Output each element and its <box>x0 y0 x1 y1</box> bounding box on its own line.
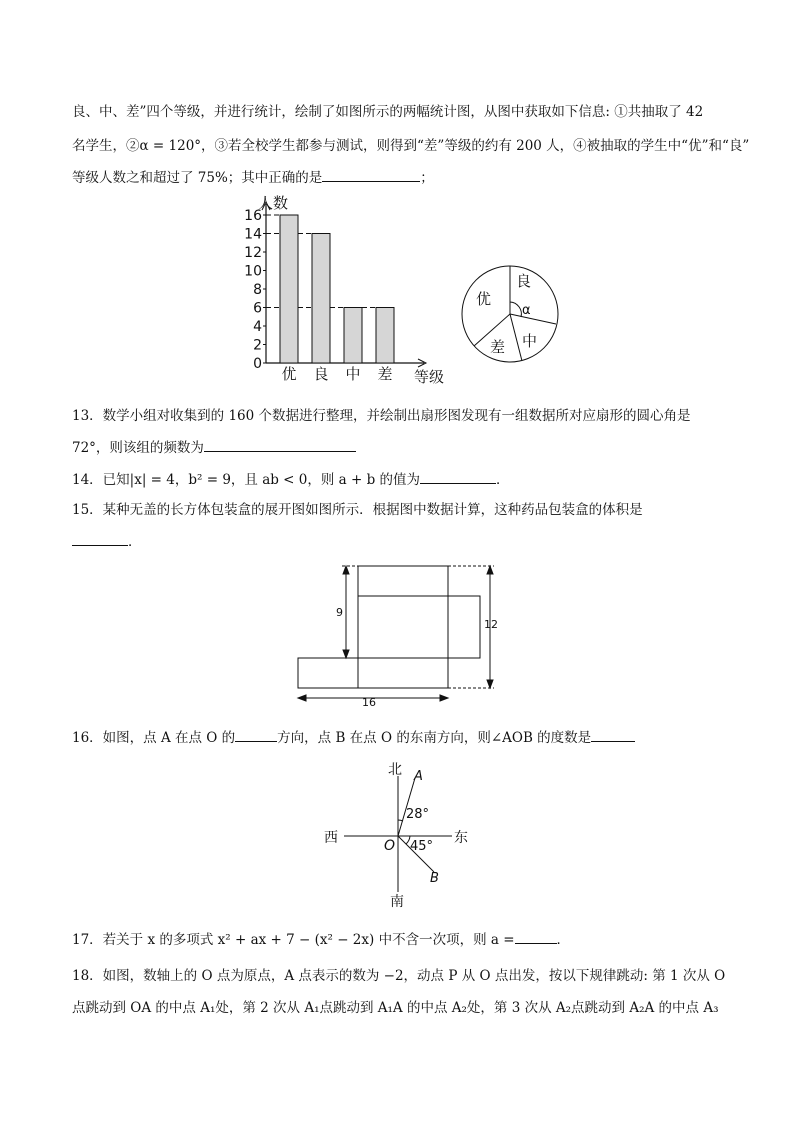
category-label: 差 <box>377 365 393 383</box>
q16-line <box>72 726 635 746</box>
y-tick-label: 10 <box>244 263 262 280</box>
y-tick-label: 12 <box>244 245 262 261</box>
dim-right: 12 <box>484 618 498 631</box>
pie-label-alpha: α <box>522 303 531 318</box>
y-tick-label: 6 <box>253 300 262 317</box>
label-a: A <box>414 769 423 784</box>
q18-line-2: 点跳动到 OA 的中点 A₁处，第 2 次从 A₁点跳动到 A₁A 的中点 A₂处，第 3 次从 A₂点跳动到 A₂A 的中点 A₃ <box>72 1000 719 1016</box>
bar-4 <box>376 308 394 364</box>
q15-line-2 <box>72 530 142 550</box>
category-label: 良 <box>313 365 329 383</box>
x-axis-title: 等级 <box>414 368 445 386</box>
label-o: O <box>384 838 396 854</box>
intro-line-1: 良、中、差”四个等级，并进行统计，绘制了如图所示的两幅统计图，从图中获取如下信息: ①共抽取了 42 <box>72 104 704 120</box>
dim-bottom: 16 <box>362 696 376 709</box>
pie-label-liang: 良 <box>516 272 532 290</box>
q16-text-a: 16．如图，点 A 在点 O 的 <box>72 730 236 746</box>
q13-line-1: 13．数学小组对收集到的 160 个数据进行整理，并绘制出扇形图发现有一组数据所对应扇形的圆心角是 <box>72 408 691 424</box>
label-north: 北 <box>388 762 402 778</box>
y-tick-label: 14 <box>244 226 262 243</box>
label-south: 南 <box>390 894 404 908</box>
pie-radius-bottom <box>510 314 522 361</box>
q16-blank-1[interactable] <box>235 727 277 742</box>
label-b: B <box>430 871 439 886</box>
answer-blank[interactable] <box>322 167 420 182</box>
y-tick-label: 2 <box>253 337 262 354</box>
q13-answer-blank[interactable] <box>204 437 356 452</box>
intro-line-2: 名学生，②α = 120°，③若全校学生都参与测试，则得到“差”等级的约有 200 人，④被抽取的学生中“优”和“良” <box>72 138 750 154</box>
q17-end: ． <box>556 932 571 948</box>
q14-text: 14．已知|x| = 4，b² = 9，且 ab < 0，则 a + b 的值为 <box>72 472 421 488</box>
net-right-flap <box>448 596 480 658</box>
net-left-flap <box>298 658 358 688</box>
bar-2 <box>312 234 330 364</box>
bar-1 <box>280 215 298 363</box>
intro-line-3 <box>72 166 434 186</box>
net-middle-face <box>358 596 448 658</box>
compass-figure <box>320 758 480 908</box>
pie-radius-right <box>510 314 556 324</box>
category-label: 中 <box>345 365 361 383</box>
q15-line-1: 15．某种无盖的长方体包装盒的展开图如图所示．根据图中数据计算，这种药品包装盒的体积是 <box>72 502 643 518</box>
q16-blank-2[interactable] <box>591 727 635 742</box>
q14-answer-blank[interactable] <box>420 469 496 484</box>
pie-label-cha: 差 <box>490 338 506 356</box>
q13-line-2 <box>72 436 356 456</box>
y-tick-label: 8 <box>253 282 262 298</box>
label-angle-45: 45° <box>410 839 434 854</box>
box-net-figure <box>290 560 500 710</box>
bar-3 <box>344 308 362 364</box>
q17-line <box>72 928 570 948</box>
intro-line-3-end: ； <box>420 170 434 186</box>
label-angle-28: 28° <box>406 807 430 822</box>
pie-chart <box>458 262 562 366</box>
y-tick-label: 0 <box>253 356 262 372</box>
y-axis-title: 人数 <box>258 194 289 212</box>
bar-chart <box>228 190 458 390</box>
y-tick-label: 16 <box>244 208 262 224</box>
q17-text: 17．若关于 x 的多项式 x² + ax + 7 − (x² − 2x) 中不含一次项，则 a = <box>72 932 515 948</box>
category-label: 优 <box>281 365 297 383</box>
label-west: 西 <box>324 830 338 846</box>
pie-label-zhong: 中 <box>522 332 538 350</box>
net-top-face <box>358 566 448 596</box>
net-bottom-face <box>358 658 448 688</box>
q13-line-2-text: 72°，则该组的频数为 <box>72 440 204 456</box>
q15-end: ． <box>128 534 142 550</box>
dim-left: 9 <box>336 606 343 619</box>
label-east: 东 <box>454 830 468 846</box>
q17-answer-blank[interactable] <box>515 929 557 944</box>
q16-text-b: 方向，点 B 在点 O 的东南方向，则∠AOB 的度数是 <box>277 730 592 746</box>
intro-line-3-text: 等级人数之和超过了 75%；其中正确的是 <box>72 170 323 186</box>
pie-label-you: 优 <box>476 290 492 308</box>
q15-answer-blank[interactable] <box>72 531 128 546</box>
q14-line <box>72 468 510 488</box>
q14-end: ． <box>496 472 510 488</box>
y-tick-label: 4 <box>253 319 262 335</box>
q18-line-1: 18．如图，数轴上的 O 点为原点，A 点表示的数为 −2，动点 P 从 O 点出发，按以下规律跳动: 第 1 次从 O <box>72 968 726 984</box>
